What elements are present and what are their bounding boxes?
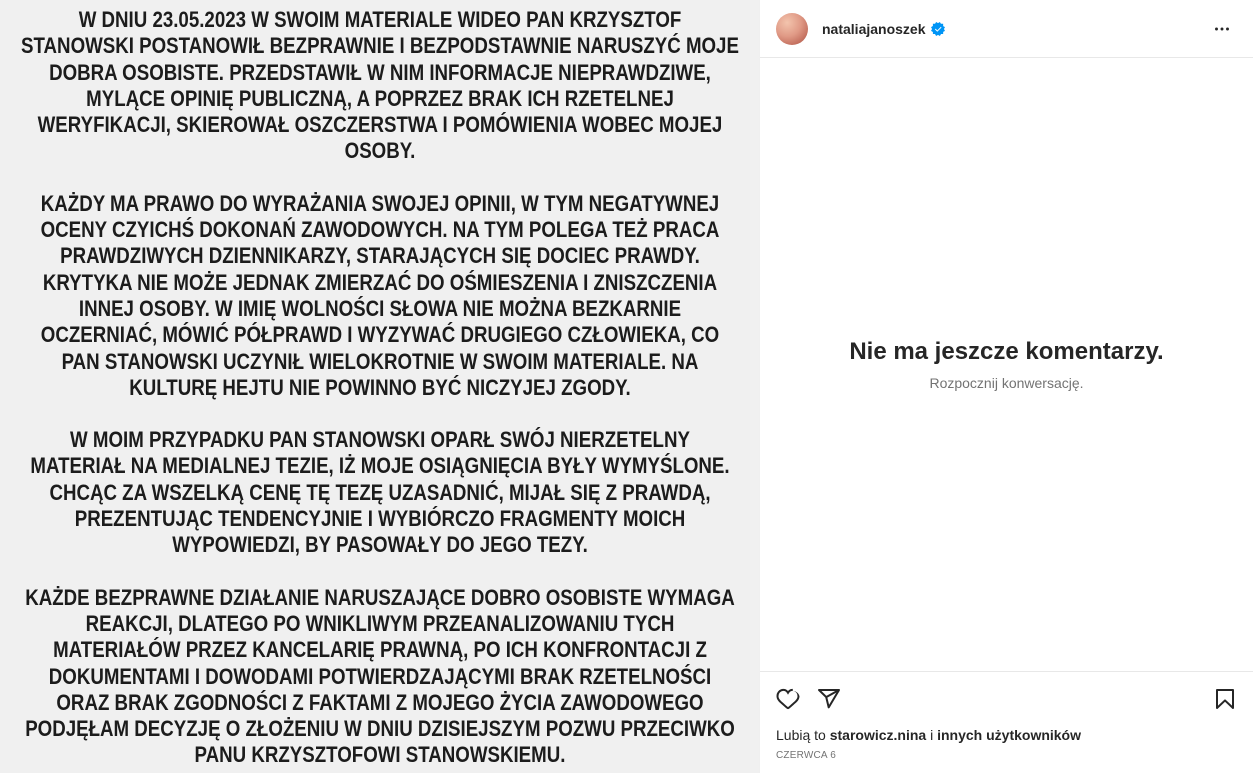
share-button[interactable] <box>817 687 841 711</box>
statement-paragraph-2: KAŻDY MA PRAWO DO WYRAŻANIA SWOJEJ OPINII, W TYM NEGATYWNEJ OCENY CZYICHŚ DOKONAŃ ZAWODOWYCH. NA TYM POLEGA TEŻ PRACA PRAWDZIWYCH DZIENNIKARZY, STARAJĄCYCH SIĘ DOCIEC PRAWDY. KRYTYKA NIE MOŻE JEDNAK ZMIERZAĆ DO OŚMIESZENIA I ZNISZCZENIA INNEJ OSOBY. W IMIĘ WOLNOŚCI SŁOWA NIE MOŻNA BEZKARNIE OCZERNIAĆ, MÓWIĆ PÓŁPRAWD I WYZYWAĆ DRUGIEGO CZŁOWIEKA, CO PAN STANOWSKI UCZYNIŁ WIELOKROTNIE W SWOIM MATERIALE. NA KULTURĘ HEJTU NIE POWINNO BYĆ NICZYJEJ ZGODY. <box>40 190 720 400</box>
comments-area <box>760 58 1253 671</box>
comments-empty-state <box>849 338 1163 391</box>
post-timestamp: CZERWCA 6 <box>776 750 836 761</box>
statement-paragraph-1: W DNIU 23.05.2023 W SWOIM MATERIALE WIDEO PAN KRZYSZTOF STANOWSKI POSTANOWIŁ BEZPRAWNIE I BEZPODSTAWNIE NARUSZYĆ MOJE DOBRA OSOBISTE. PRZEDSTAWIŁ W NIM INFORMACJE NIEPRAWDZIWE, MYLĄCE OPINIĘ PUBLICZNĄ, A POPRZEZ BRAK ICH RZETELNEJ WERYFIKACJI, SKIEROWAŁ OSZCZERSTWA I POMÓWIENIA WOBEC MOJEJ OSOBY. <box>21 7 739 164</box>
statement-paragraph-4: KAŻDE BEZPRAWNE DZIAŁANIE NARUSZAJĄCE DOBRO OSOBISTE WYMAGA REAKCJI, DLATEGO PO WNIKLIWYM PRZEANALIZOWANIU TYCH MATERIAŁÓW PRZEZ KANCELARIĘ PRAWNĄ, PO ICH KONFRONTACJI Z DOKUMENTAMI I DOWODAMI POTWIERDZAJĄCYMI BRAK RZETELNOŚCI ORAZ BRAK ZGODNOŚCI Z FAKTAMI Z MOJEGO ŻYCIA ZAWODOWEGO PODJĘŁAM DECYZJĘ O ZŁOŻENIU W DNIU DZISIEJSZYM POZWU PRZECIWKO PANU KRZYSZTOFOWI STANOWSKIEMU. <box>25 584 735 768</box>
verified-badge-icon <box>931 22 945 36</box>
more-options-icon <box>1211 18 1233 40</box>
like-button[interactable] <box>776 687 800 711</box>
likes-connector: i <box>930 727 934 743</box>
heart-icon <box>776 687 800 711</box>
likes-line <box>776 727 1237 743</box>
statement-text <box>20 7 739 769</box>
likes-others-link[interactable]: innych użytkowników <box>937 727 1081 743</box>
avatar[interactable] <box>776 13 808 45</box>
actions-row <box>776 687 1237 711</box>
likes-user-link[interactable]: starowicz.nina <box>829 727 927 743</box>
post-footer <box>760 671 1253 773</box>
username-link[interactable]: nataliajanoszek <box>822 20 926 37</box>
more-options-button[interactable] <box>1207 14 1237 44</box>
paper-plane-icon <box>817 687 841 711</box>
comments-empty-subtitle: Rozpocznij konwersację. <box>929 375 1084 391</box>
comments-empty-title: Nie ma jeszcze komentarzy. <box>849 338 1164 365</box>
likes-prefix: Lubią to <box>776 727 826 743</box>
post-header <box>760 0 1253 58</box>
post-panel <box>759 0 1253 773</box>
save-button[interactable] <box>1213 687 1237 711</box>
statement-paragraph-3: W MOIM PRZYPADKU PAN STANOWSKI OPARŁ SWÓJ NIERZETELNY MATERIAŁ NA MEDIALNEJ TEZIE, IŻ MOJE OSIĄGNIĘCIA BYŁY WYMYŚLONE. CHCĄC ZA WSZELKĄ CENĘ TĘ TEZĘ UZASADNIĆ, MIJAŁ SIĘ Z PRAWDĄ, PREZENTUJĄC TENDENCYJNIE I WYBIÓRCZO FRAGMENTY MOICH WYPOWIEDZI, BY PASOWAŁY DO JEGO TEZY. <box>30 427 730 558</box>
bookmark-icon <box>1213 687 1237 711</box>
